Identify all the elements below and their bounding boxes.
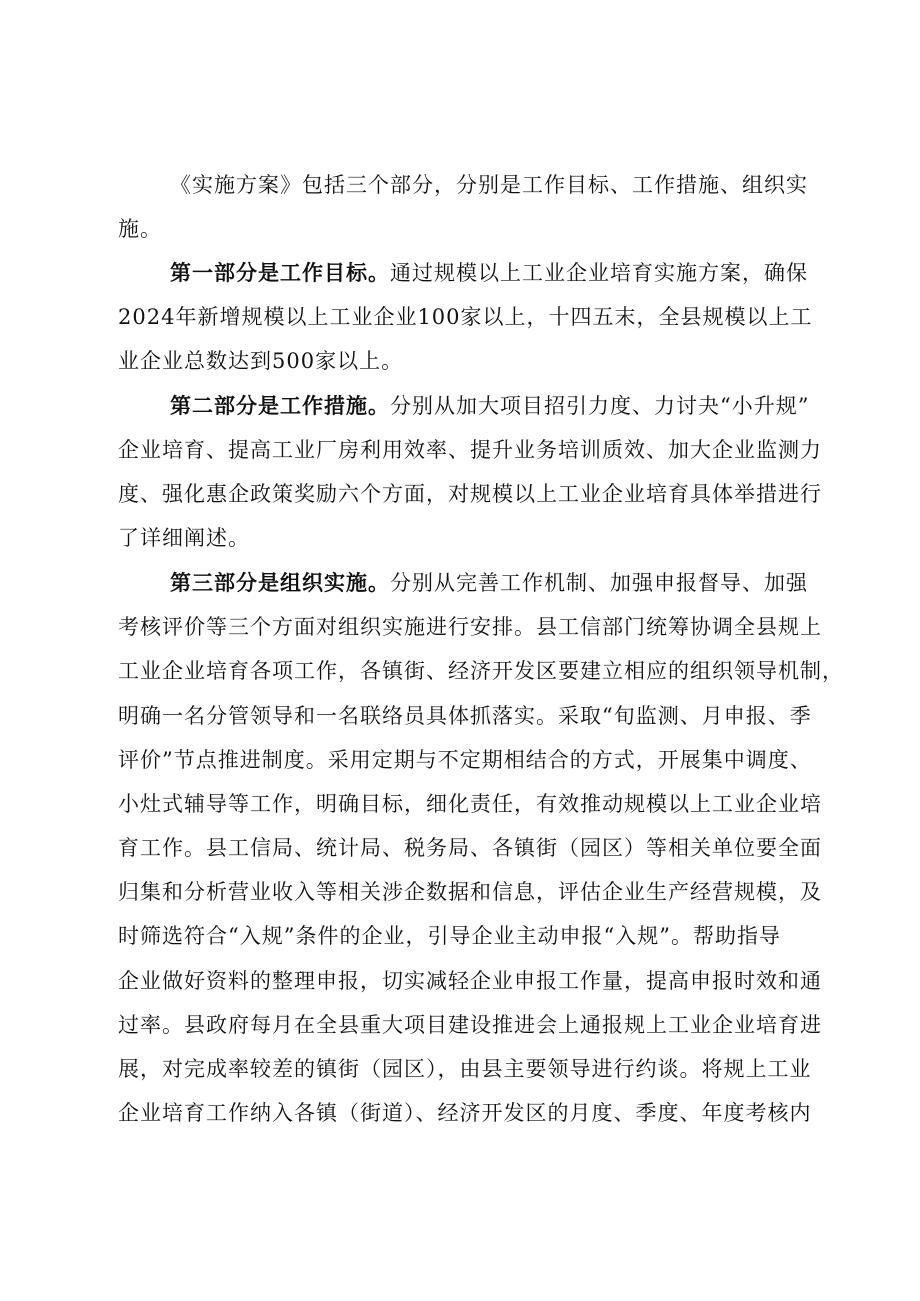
paragraph-implementation-line-3: 工业企业培育各项工作，各镇街、经济开发区要建立相应的组织领导机制， bbox=[118, 659, 844, 683]
paragraph-implementation-line-7: 育工作。县工信局、统计局、税务局、各镇街（园区）等相关单位要全面 bbox=[118, 836, 822, 860]
paragraph-implementation-line-4: 明确一名分管领导和一名联络员具体抓落实。采取“旬监测、月申报、季 bbox=[118, 704, 812, 728]
paragraph-measures-heading: 第二部分是工作措施。 bbox=[170, 394, 390, 418]
paragraph-measures-line-1 bbox=[170, 391, 809, 421]
paragraph-implementation-line-9: 时筛选符合“入规”条件的企业，引导企业主动申报“入规”。帮助指导 bbox=[118, 924, 781, 948]
paragraph-intro-line-2: 施。 bbox=[118, 217, 162, 241]
paragraph-goals-line-1 bbox=[170, 258, 808, 288]
paragraph-implementation-text: 分别从完善工作机制、加强申报督导、加强 bbox=[390, 571, 808, 595]
paragraph-measures-line-2: 企业培育、提高工业厂房利用效率、提升业务培训质效、加大企业监测力 bbox=[118, 438, 822, 462]
paragraph-implementation-line-13: 企业培育工作纳入各镇（街道）、经济开发区的月度、季度、年度考核内 bbox=[118, 1101, 812, 1125]
paragraph-goals-text: 通过规模以上工业企业培育实施方案，确保 bbox=[390, 261, 808, 285]
paragraph-measures-line-3: 度、强化惠企政策奖励六个方面，对规模以上工业企业培育具体举措进行 bbox=[118, 482, 822, 506]
paragraph-implementation-line-5: 评价”节点推进制度。采用定期与不定期相结合的方式，开展集中调度、 bbox=[118, 748, 812, 772]
paragraph-implementation-line-1 bbox=[170, 568, 808, 598]
paragraph-measures-text: 分别从加大项目招引力度、力讨夬“小升规” bbox=[390, 394, 810, 418]
paragraph-implementation-line-10: 企业做好资料的整理申报，切实减轻企业申报工作量，提高申报时效和通 bbox=[118, 969, 822, 993]
paragraph-implementation-line-6: 小灶式辅导等工作，明确目标，细化责任，有效推动规模以上工业企业培 bbox=[118, 792, 822, 816]
paragraph-goals-heading: 第一部分是工作目标。 bbox=[170, 261, 390, 285]
paragraph-goals-line-3: 业企业总数达到500家以上。 bbox=[118, 349, 404, 373]
paragraph-measures-line-4: 了详细阐述。 bbox=[118, 526, 250, 550]
paragraph-implementation-line-8: 归集和分析营业收入等相关涉企数据和信息，评估企业生产经营规模，及 bbox=[118, 880, 822, 904]
paragraph-intro-line-1: 《实施方案》包括三个部分，分别是工作目标、工作措施、组织实 bbox=[170, 173, 808, 197]
paragraph-implementation-line-12: 展，对完成率较差的镇街（园区），由县主要领导进行约谈。将规上工业 bbox=[118, 1057, 812, 1081]
paragraph-implementation-line-11: 过率。县政府每月在全县重大项目建设推进会上通报规上工业企业培育进 bbox=[118, 1013, 822, 1037]
paragraph-implementation-line-2: 考核评价等三个方面对组织实施进行安排。县工信部门统筹协调全县规上 bbox=[118, 615, 822, 639]
paragraph-goals-line-2: 2024年新增规模以上工业企业100家以上，十四五末，全县规模以上工 bbox=[118, 305, 813, 329]
paragraph-implementation-heading: 第三部分是组织实施。 bbox=[170, 571, 390, 595]
